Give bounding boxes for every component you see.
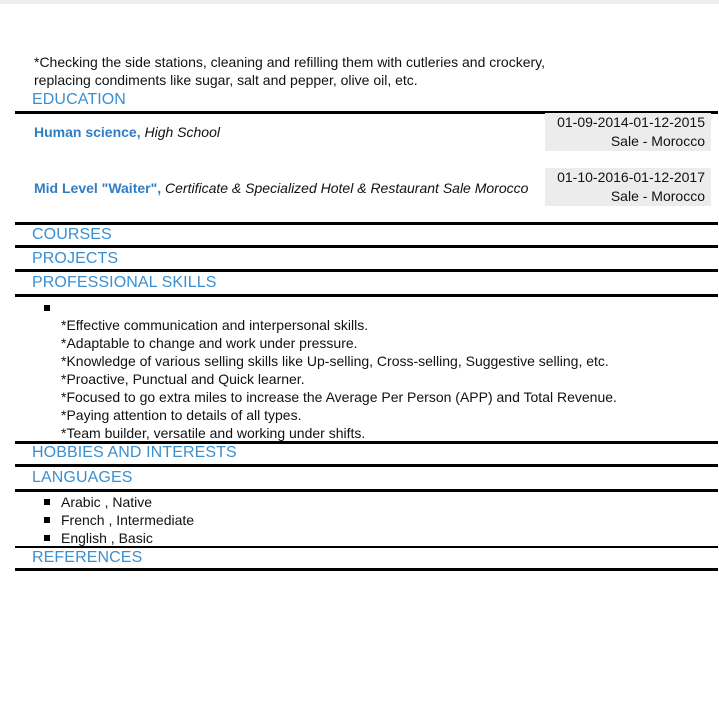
courses-top-rule bbox=[15, 222, 718, 225]
projects-rule bbox=[15, 269, 718, 272]
skill-item-6: *Paying attention to details of all types. bbox=[61, 407, 302, 423]
education-heading: EDUCATION bbox=[32, 91, 126, 108]
education-entry-2-dates: 01-10-2016-01-12-2017 bbox=[557, 169, 705, 185]
education-entry-2-subtitle: Certificate & Specialized Hotel & Restaurant Sale Morocco bbox=[165, 180, 529, 196]
education-entry-1-dates: 01-09-2014-01-12-2015 bbox=[557, 114, 705, 130]
skill-item-2: *Adaptable to change and work under pressure. bbox=[61, 335, 358, 351]
education-entry-2-datebox bbox=[545, 168, 711, 206]
top-bar bbox=[0, 0, 719, 4]
courses-rule bbox=[15, 245, 718, 248]
references-heading: REFERENCES bbox=[32, 549, 143, 566]
skill-item-4: *Proactive, Punctual and Quick learner. bbox=[61, 371, 305, 387]
languages-rule bbox=[15, 489, 718, 492]
language-bullet-2 bbox=[44, 517, 50, 523]
education-entry-2-title: Mid Level "Waiter", bbox=[34, 180, 162, 196]
education-entry-1 bbox=[34, 123, 220, 141]
language-bullet-3 bbox=[44, 535, 50, 541]
education-entry-1-subtitle: High School bbox=[144, 124, 220, 140]
language-bullet-1 bbox=[44, 499, 50, 505]
education-entry-1-title: Human science, bbox=[34, 124, 141, 140]
language-item-3: English , Basic bbox=[61, 530, 153, 546]
skills-bullet bbox=[44, 305, 50, 311]
skill-item-1: *Effective communication and interpersonal skills. bbox=[61, 317, 369, 333]
education-entry-1-location: Sale - Morocco bbox=[610, 133, 705, 149]
language-item-1: Arabic , Native bbox=[61, 494, 153, 510]
references-rule bbox=[15, 568, 718, 571]
skill-item-3: *Knowledge of various selling skills like Up-selling, Cross-selling, Suggestive selling, etc. bbox=[61, 353, 609, 369]
language-item-2: French , Intermediate bbox=[61, 512, 195, 528]
education-entry-2-location: Sale - Morocco bbox=[610, 188, 705, 204]
courses-heading: COURSES bbox=[32, 226, 112, 243]
projects-heading: PROJECTS bbox=[32, 250, 119, 267]
skill-item-5: *Focused to go extra miles to increase the Average Per Person (APP) and Total Revenue. bbox=[61, 389, 617, 405]
hobbies-heading: HOBBIES AND INTERESTS bbox=[32, 444, 237, 461]
hobbies-rule bbox=[15, 464, 718, 467]
languages-heading: LANGUAGES bbox=[32, 469, 133, 486]
education-entry-2 bbox=[34, 179, 528, 197]
intro-line-1: *Checking the side stations, cleaning and refilling them with cutleries and crockery, bbox=[34, 54, 545, 70]
intro-line-2: replacing condiments like sugar, salt and pepper, olive oil, etc. bbox=[34, 72, 418, 88]
skill-item-7: *Team builder, versatile and working under shifts. bbox=[61, 425, 366, 441]
references-top-rule bbox=[15, 546, 718, 548]
skills-rule bbox=[15, 294, 718, 297]
skills-heading: PROFESSIONAL SKILLS bbox=[32, 274, 217, 291]
education-entry-1-datebox bbox=[545, 113, 711, 151]
